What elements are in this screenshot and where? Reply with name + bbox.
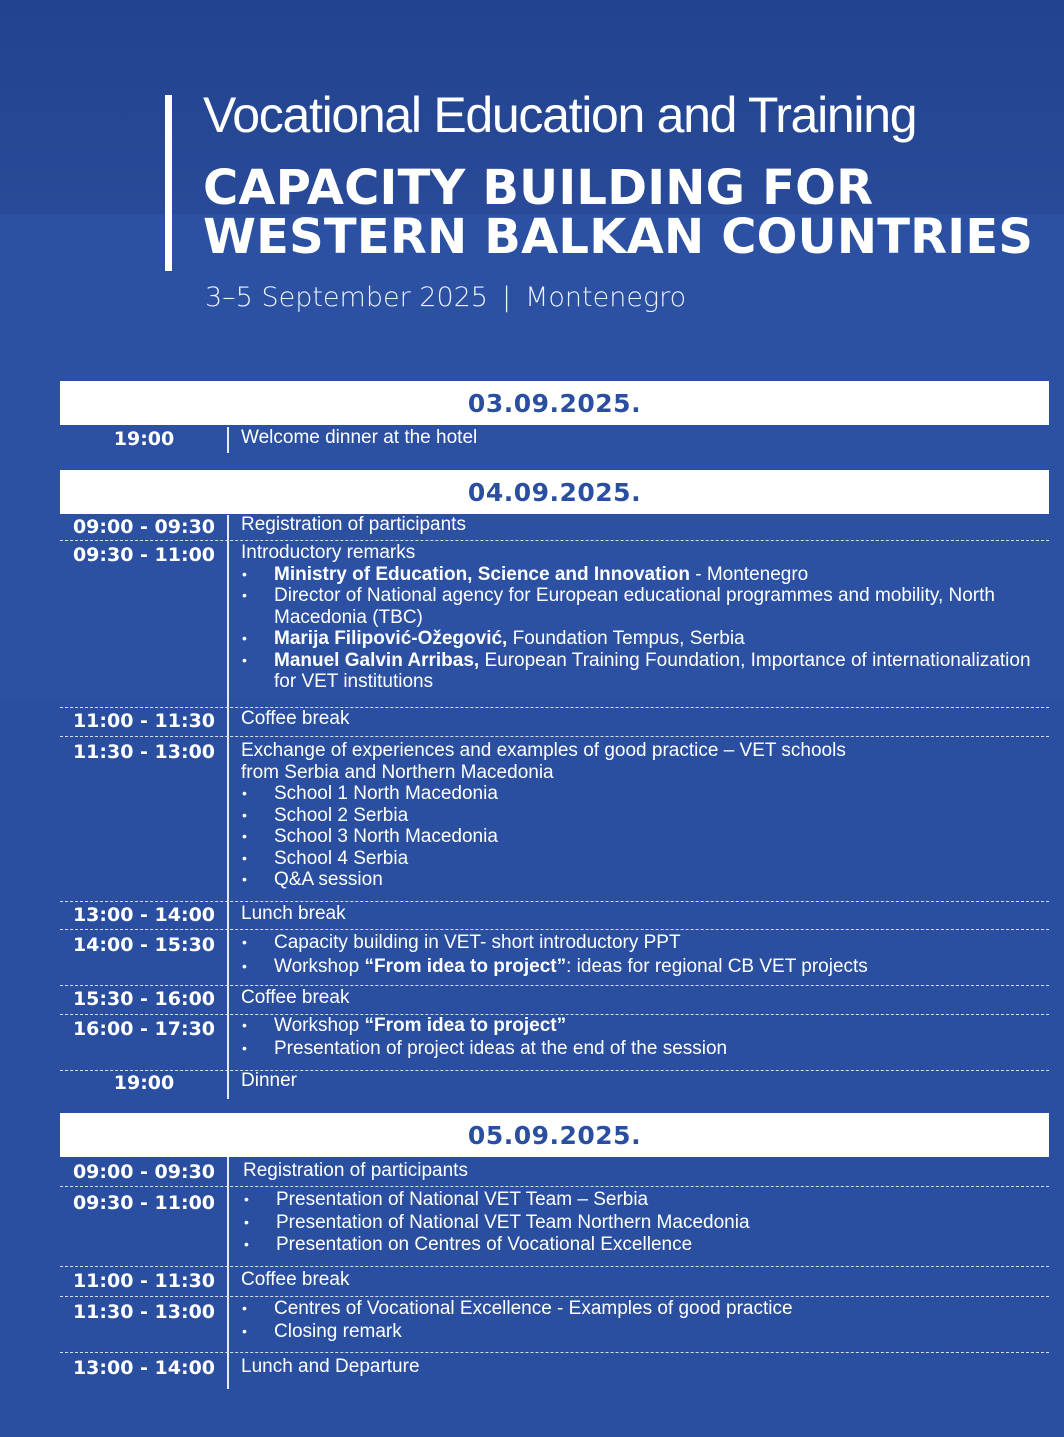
- speaker-name: Marija Filipović-Ožegović,: [274, 628, 508, 649]
- list-item: [241, 1015, 1031, 1037]
- speaker-name: Ministry of Education, Science and Innovation: [274, 563, 690, 585]
- item-text: Workshop: [274, 955, 365, 977]
- row-divider: [60, 985, 1049, 986]
- list-item: • Closing remark: [241, 1321, 1031, 1343]
- list-item: • Presentation of National VET Team Northern Macedonia: [243, 1212, 1033, 1234]
- row-divider: [60, 929, 1049, 930]
- session-time: 13:00 - 14:00: [72, 904, 216, 926]
- separator: |: [501, 282, 512, 313]
- event-location: Montenegro: [525, 282, 687, 313]
- list-item: • Q&A session: [241, 869, 1031, 891]
- bullet-list: [243, 1189, 1033, 1256]
- session-title: Welcome dinner at the hotel: [241, 427, 478, 448]
- event-title-line1: CAPACITY BUILDING FOR: [203, 160, 874, 216]
- row-divider: [60, 540, 1049, 541]
- row-divider: [60, 1352, 1049, 1353]
- list-item: • School 2 Serbia: [241, 805, 1031, 827]
- speaker-detail: Director of National agency for European educational programmes and mobility, North Macedonia (TBC): [274, 585, 995, 628]
- session-time: 19:00: [113, 1072, 175, 1094]
- session-time: 11:00 - 11:30: [72, 710, 216, 732]
- speaker-detail: European Training Foundation, Importance of internationalization for VET institutions: [274, 649, 1031, 692]
- event-date-location: [205, 282, 686, 313]
- column-divider: [227, 515, 229, 1099]
- session-content: [243, 1189, 1033, 1256]
- session-time: 11:30 - 13:00: [72, 741, 216, 763]
- row-divider: [60, 1266, 1049, 1267]
- session-content: [241, 542, 1031, 693]
- workshop-name: “From idea to project”: [364, 1015, 567, 1036]
- row-divider: [60, 736, 1049, 737]
- day-header: 04.09.2025.: [60, 470, 1049, 514]
- session-content: [241, 1298, 1031, 1342]
- list-item: • School 3 North Macedonia: [241, 826, 1031, 848]
- event-subtitle: Vocational Education and Training: [203, 87, 917, 143]
- bullet-list: [241, 932, 1031, 977]
- event-dates: 3–5 September 2025: [205, 282, 488, 313]
- list-item: • Centres of Vocational Excellence - Examples of good practice: [241, 1298, 1031, 1320]
- list-item: [241, 1038, 1031, 1060]
- list-item: [241, 564, 1031, 586]
- row-divider: [60, 901, 1049, 902]
- session-title: Coffee break: [241, 1269, 350, 1290]
- session-content: [241, 740, 1031, 891]
- list-item: [241, 956, 1031, 978]
- row-divider: [60, 1296, 1049, 1297]
- header-accent-bar: [165, 95, 172, 271]
- session-time: 15:30 - 16:00: [72, 988, 216, 1010]
- session-title: Registration of participants: [243, 1160, 468, 1181]
- item-text: Presentation of project ideas at the end of the session: [274, 1037, 728, 1059]
- workshop-name: “From idea to project”: [364, 955, 567, 977]
- session-title: Registration of participants: [241, 514, 466, 535]
- item-text: : ideas for regional CB VET projects: [566, 955, 868, 977]
- item-text: Capacity building in VET- short introductory PPT: [274, 932, 681, 953]
- list-item: • Presentation of National VET Team – Serbia: [243, 1189, 1033, 1211]
- row-divider: [60, 1186, 1049, 1187]
- session-time: 19:00: [113, 428, 175, 450]
- bullet-list: [241, 783, 1031, 891]
- session-content: [241, 1015, 1031, 1059]
- list-item: [241, 932, 1031, 954]
- session-title: Dinner: [241, 1070, 297, 1091]
- session-time: 11:00 - 11:30: [72, 1270, 216, 1292]
- bullet-list: [241, 1298, 1031, 1342]
- list-item: [241, 585, 1031, 628]
- session-title: Coffee break: [241, 987, 350, 1008]
- session-time: 14:00 - 15:30: [72, 934, 216, 956]
- day-header: 03.09.2025.: [60, 381, 1049, 425]
- session-title: Introductory remarks: [241, 542, 416, 563]
- list-item: [241, 650, 1031, 693]
- list-item: • School 1 North Macedonia: [241, 783, 1031, 805]
- session-time: 09:30 - 11:00: [72, 1192, 216, 1214]
- session-title: Coffee break: [241, 708, 350, 729]
- session-title: Exchange of experiences and examples of good practice – VET schools from Serbia and Northern Macedonia: [241, 740, 846, 783]
- session-title: Lunch and Departure: [241, 1356, 420, 1377]
- speaker-detail: Foundation Tempus, Serbia: [507, 628, 745, 649]
- bullet-list: [241, 564, 1031, 693]
- list-item: • Presentation on Centres of Vocational Excellence: [243, 1234, 1033, 1256]
- bullet-list: [241, 1015, 1031, 1059]
- list-item: [241, 628, 1031, 650]
- event-title-line2: WESTERN BALKAN COUNTRIES: [203, 209, 1034, 265]
- item-text: Workshop: [274, 1015, 365, 1036]
- day-header: 05.09.2025.: [60, 1113, 1049, 1157]
- speaker-name: Manuel Galvin Arribas,: [274, 649, 480, 671]
- session-title: Lunch break: [241, 903, 346, 924]
- session-time: 11:30 - 13:00: [72, 1301, 216, 1323]
- session-content: [241, 932, 1031, 977]
- session-time: 09:30 - 11:00: [72, 544, 216, 566]
- session-time: 09:00 - 09:30: [72, 516, 216, 538]
- session-time: 13:00 - 14:00: [72, 1357, 216, 1379]
- speaker-detail: - Montenegro: [689, 563, 809, 585]
- session-time: 16:00 - 17:30: [72, 1018, 216, 1040]
- list-item: • School 4 Serbia: [241, 848, 1031, 870]
- session-time: 09:00 - 09:30: [72, 1161, 216, 1183]
